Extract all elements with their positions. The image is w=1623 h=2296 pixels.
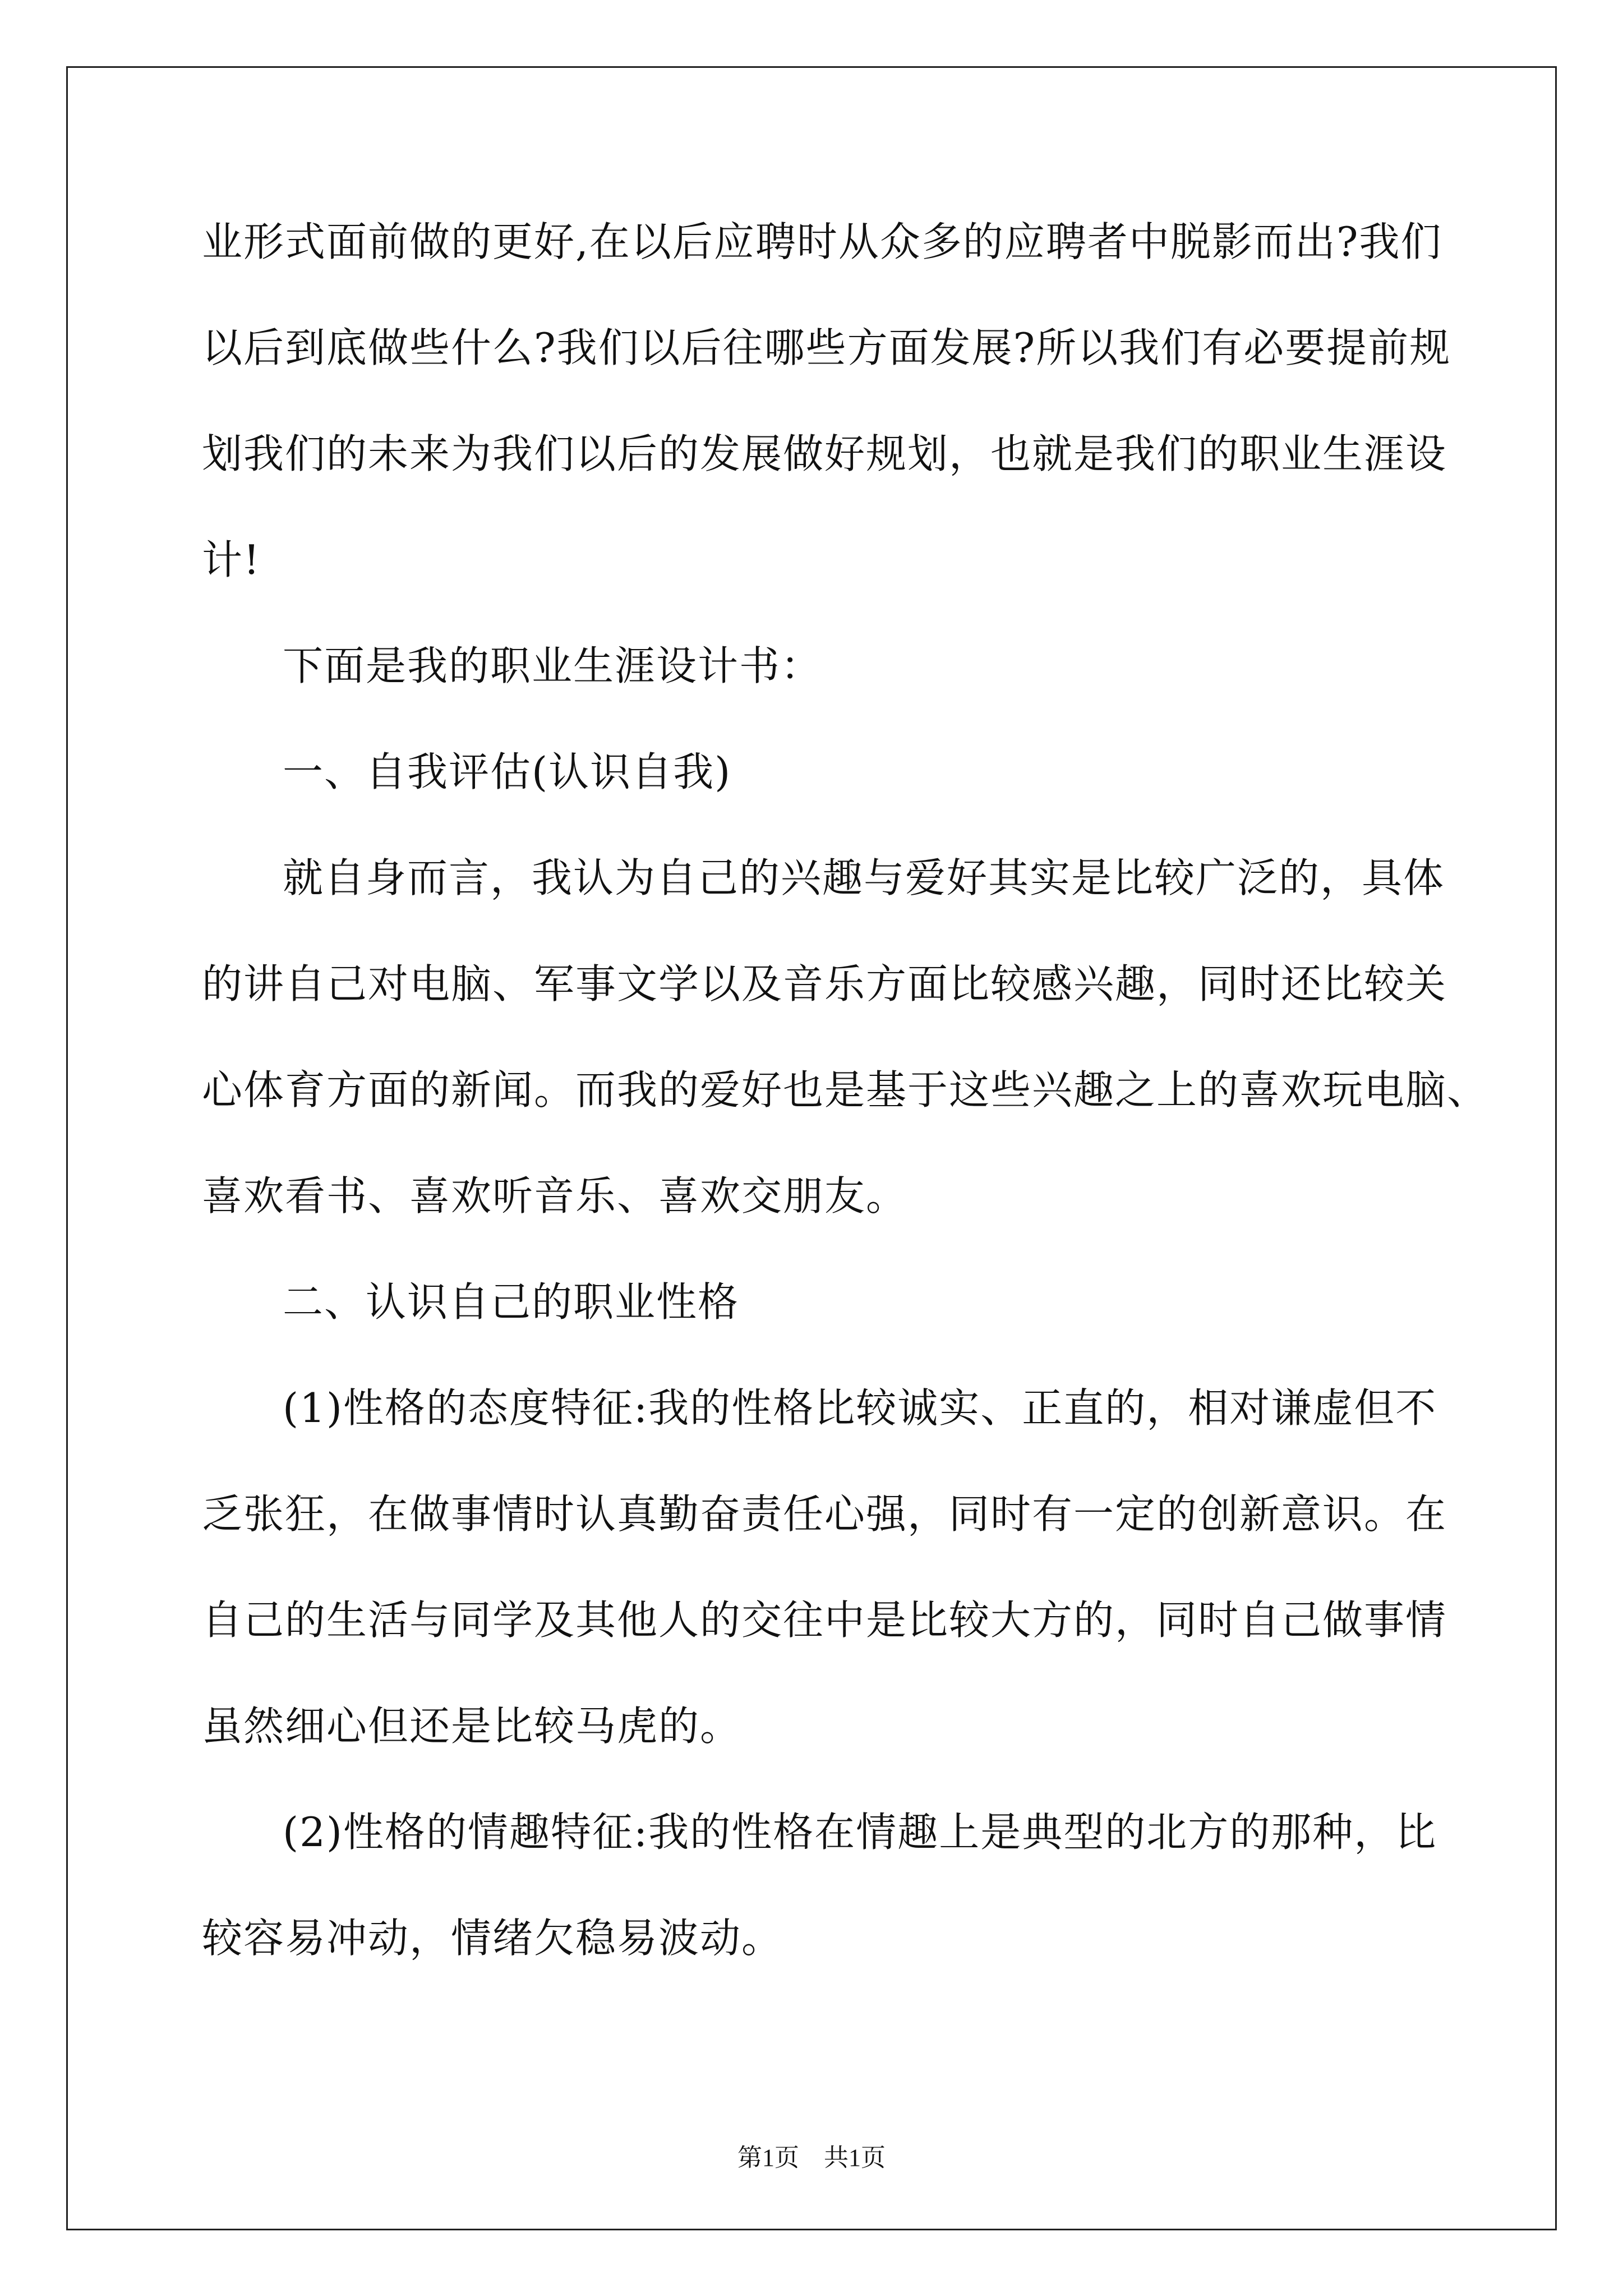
text-line: 的讲自己对电脑、军事文学以及音乐方面比较感兴趣，同时还比较关 bbox=[202, 960, 1447, 1007]
text-line: 下面是我的职业生涯设计书： bbox=[283, 642, 823, 689]
text-line: (1)性格的态度特征:我的性格比较诚实、正直的，相对谦虚但不 bbox=[283, 1384, 1437, 1432]
text-line: 乏张狂，在做事情时认真勤奋责任心强，同时有一定的创新意识。在 bbox=[202, 1490, 1447, 1538]
text-line: 以后到底做些什么?我们以后往哪些方面发展?所以我们有必要提前规 bbox=[202, 324, 1451, 371]
text-line: 喜欢看书、喜欢听音乐、喜欢交朋友。 bbox=[202, 1172, 908, 1220]
text-line: 计! bbox=[202, 536, 261, 583]
text-line: 自己的生活与同学及其他人的交往中是比较大方的，同时自己做事情 bbox=[202, 1596, 1447, 1644]
section-heading: 一、自我评估(认识自我) bbox=[283, 748, 732, 795]
text-line: 划我们的未来为我们以后的发展做好规划，也就是我们的职业生涯设 bbox=[202, 430, 1447, 477]
text-line: 业形式面前做的更好,在以后应聘时从众多的应聘者中脱影而出?我们 bbox=[202, 218, 1442, 265]
text-line: 心体育方面的新闻。而我的爱好也是基于这些兴趣之上的喜欢玩电脑、 bbox=[202, 1066, 1489, 1114]
text-line: 较容易冲动，情绪欠稳易波动。 bbox=[202, 1915, 783, 1962]
text-line: 就自身而言，我认为自己的兴趣与爱好其实是比较广泛的，具体 bbox=[283, 854, 1445, 901]
text-line: 虽然细心但还是比较马虎的。 bbox=[202, 1703, 742, 1750]
text-line: (2)性格的情趣特征:我的性格在情趣上是典型的北方的那种，比 bbox=[283, 1809, 1437, 1856]
document-body bbox=[202, 218, 1489, 2024]
page-number-footer: 第1页 共1页 bbox=[737, 2144, 886, 2171]
section-heading: 二、认识自己的职业性格 bbox=[283, 1278, 740, 1326]
